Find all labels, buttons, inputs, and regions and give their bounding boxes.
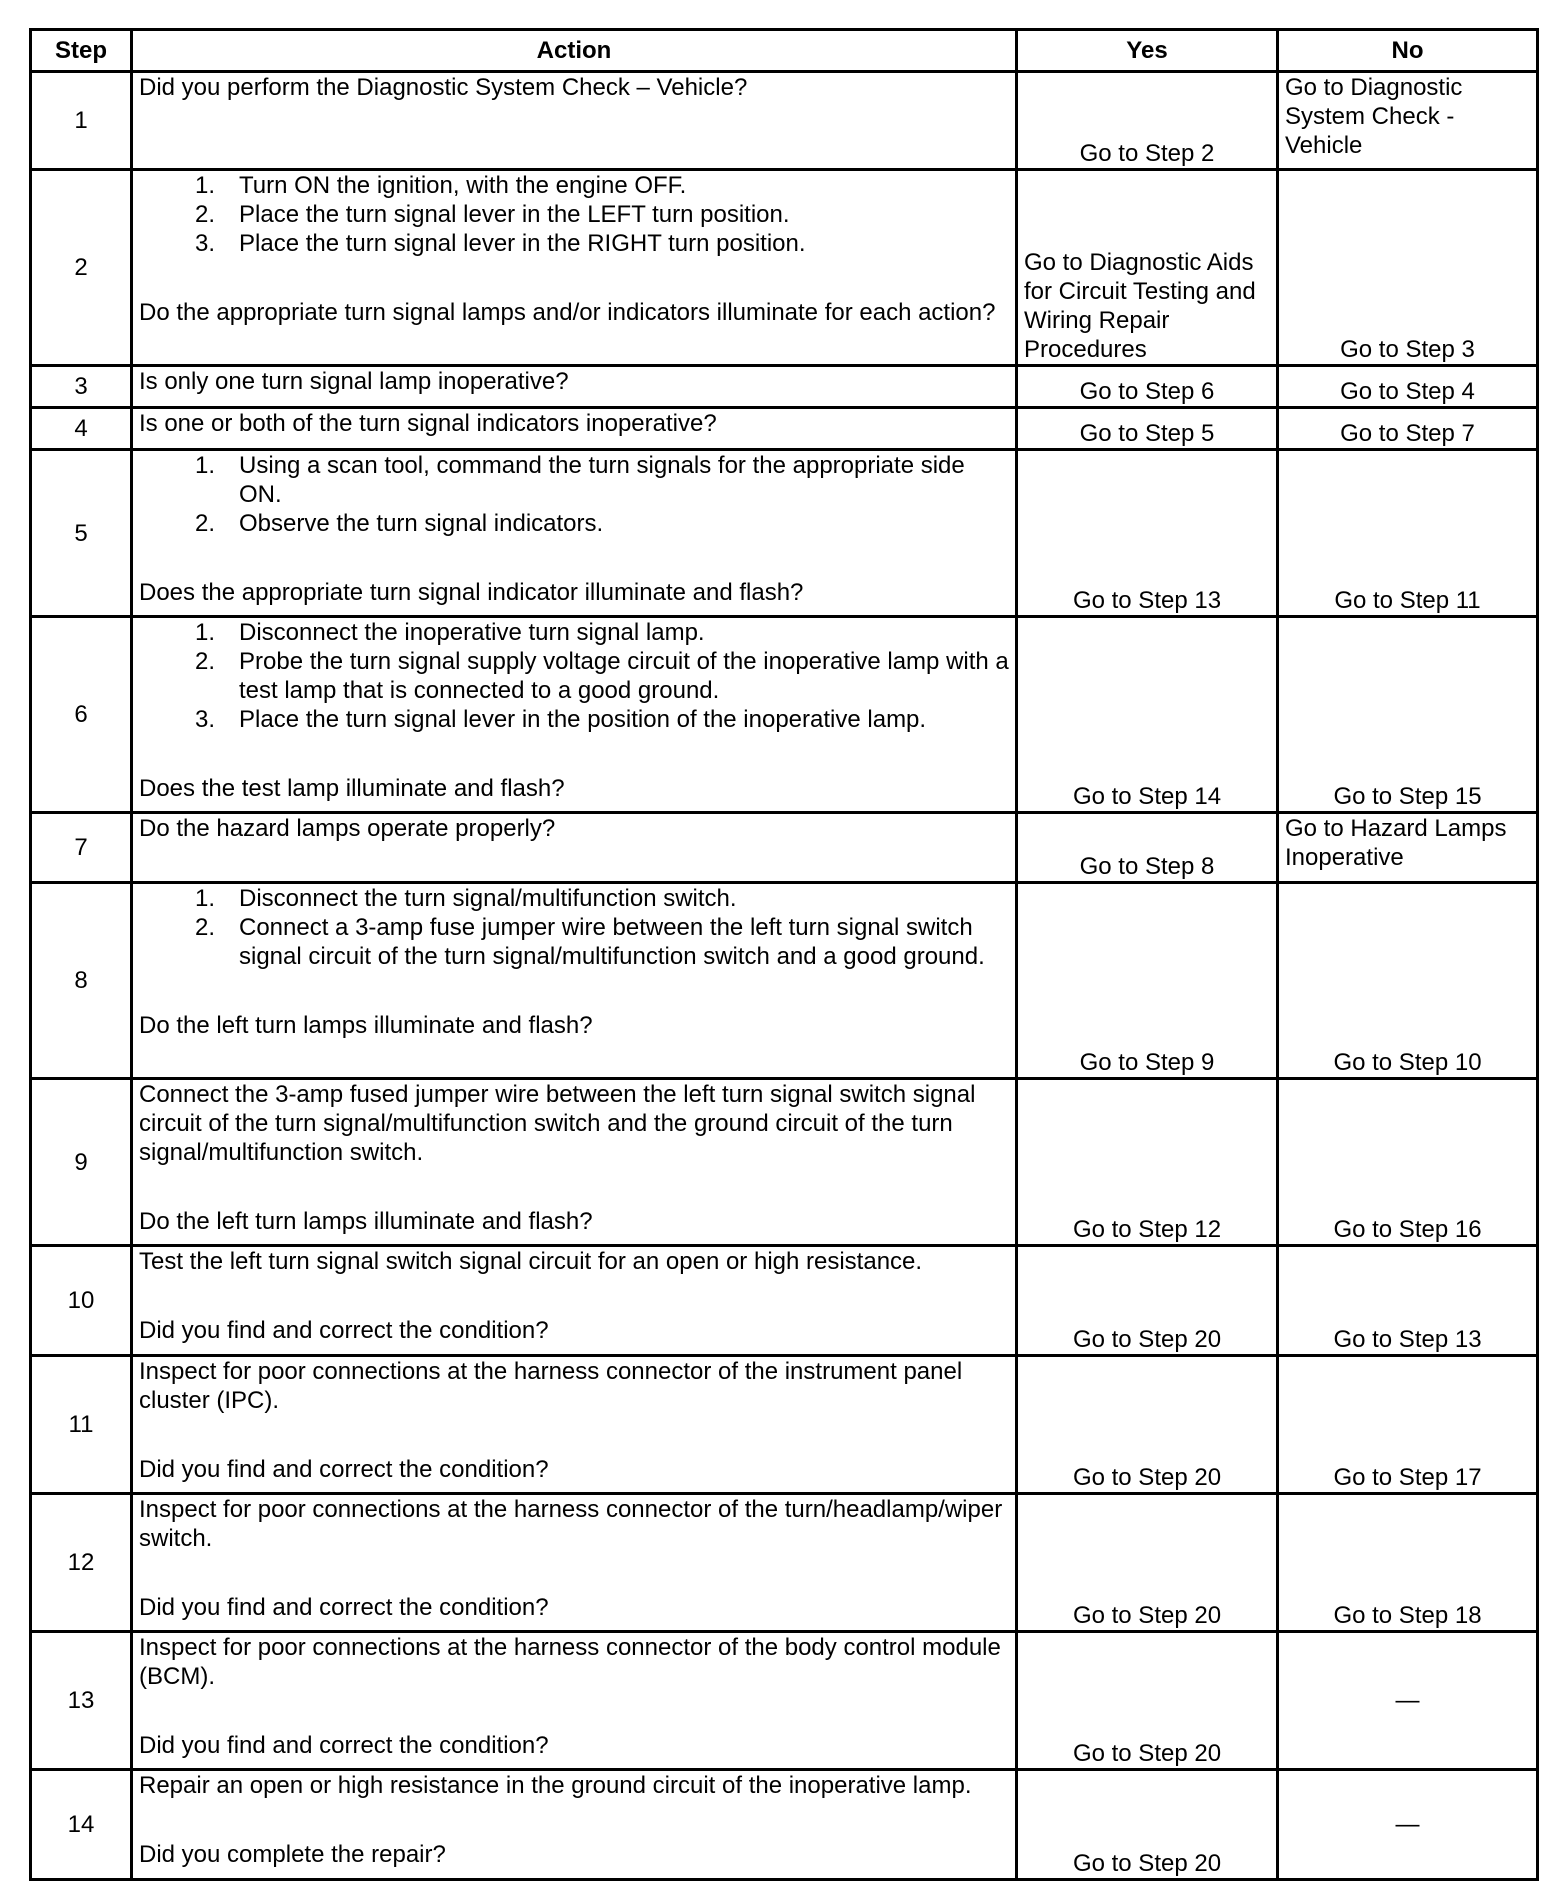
step-number: 6 bbox=[31, 617, 132, 813]
header-yes: Yes bbox=[1017, 30, 1278, 72]
table-row bbox=[31, 1770, 1538, 1880]
list-item: 3. Place the turn signal lever in the RIGHT turn position. bbox=[194, 230, 806, 257]
list-item: 1. Disconnect the turn signal/multifunction switch. bbox=[194, 885, 737, 912]
table-row bbox=[31, 366, 1538, 408]
question-text: Does the test lamp illuminate and flash? bbox=[139, 775, 565, 802]
table-row bbox=[31, 408, 1538, 450]
action-cell: Is only one turn signal lamp inoperative? bbox=[132, 366, 1017, 408]
yes-cell: Go to Step 20 bbox=[1017, 1632, 1278, 1770]
no-cell: — bbox=[1278, 1632, 1538, 1770]
instruction-text: Inspect for poor connections at the harness connector of the instrument panel cluster (IPC). bbox=[139, 1358, 963, 1414]
table-row bbox=[31, 170, 1538, 366]
action-cell bbox=[132, 1494, 1017, 1632]
yes-cell: Go to Diagnostic Aids for Circuit Testing and Wiring Repair Procedures bbox=[1017, 170, 1278, 366]
table-row bbox=[31, 72, 1538, 170]
no-cell: Go to Step 4 bbox=[1278, 366, 1538, 408]
action-cell bbox=[132, 1770, 1017, 1880]
yes-cell: Go to Step 5 bbox=[1017, 408, 1278, 450]
question-text: Did you find and correct the condition? bbox=[139, 1317, 549, 1344]
action-cell: Is one or both of the turn signal indicators inoperative? bbox=[132, 408, 1017, 450]
table-row bbox=[31, 1246, 1538, 1356]
header-row bbox=[31, 30, 1538, 72]
question-text: Did you find and correct the condition? bbox=[139, 1456, 549, 1483]
question-text: Did you find and correct the condition? bbox=[139, 1594, 549, 1621]
question-text: Did you find and correct the condition? bbox=[139, 1732, 549, 1759]
yes-cell: Go to Step 20 bbox=[1017, 1356, 1278, 1494]
table-row bbox=[31, 1632, 1538, 1770]
instruction-text: Test the left turn signal switch signal circuit for an open or high resistance. bbox=[139, 1248, 923, 1275]
yes-cell: Go to Step 6 bbox=[1017, 366, 1278, 408]
list-item: 2. Place the turn signal lever in the LEFT turn position. bbox=[194, 201, 790, 228]
procedure-list bbox=[139, 884, 1009, 971]
table-row bbox=[31, 1356, 1538, 1494]
no-cell: Go to Step 3 bbox=[1278, 170, 1538, 366]
question-text: Did you complete the repair? bbox=[139, 1841, 446, 1868]
step-number: 11 bbox=[31, 1356, 132, 1494]
no-cell: Go to Step 11 bbox=[1278, 450, 1538, 617]
question-text: Do the left turn lamps illuminate and flash? bbox=[139, 1208, 593, 1235]
table-row bbox=[31, 1494, 1538, 1632]
no-cell: Go to Diagnostic System Check - Vehicle bbox=[1278, 72, 1538, 170]
action-cell bbox=[132, 1356, 1017, 1494]
table-row bbox=[31, 1079, 1538, 1246]
no-cell: Go to Step 18 bbox=[1278, 1494, 1538, 1632]
question-text: Do the appropriate turn signal lamps and/or indicators illuminate for each action? bbox=[139, 299, 996, 326]
list-item: 1. Using a scan tool, command the turn signals for the appropriate side ON. bbox=[194, 452, 965, 508]
no-cell: Go to Step 17 bbox=[1278, 1356, 1538, 1494]
yes-cell: Go to Step 9 bbox=[1017, 883, 1278, 1079]
procedure-list bbox=[139, 618, 1009, 734]
procedure-list bbox=[139, 451, 1009, 538]
yes-cell: Go to Step 8 bbox=[1017, 813, 1278, 883]
table-row bbox=[31, 617, 1538, 813]
action-cell bbox=[132, 1079, 1017, 1246]
yes-cell: Go to Step 13 bbox=[1017, 450, 1278, 617]
no-cell: — bbox=[1278, 1770, 1538, 1880]
list-item: 1. Disconnect the inoperative turn signal lamp. bbox=[194, 619, 705, 646]
step-number: 13 bbox=[31, 1632, 132, 1770]
action-cell bbox=[132, 1632, 1017, 1770]
no-cell: Go to Hazard Lamps Inoperative bbox=[1278, 813, 1538, 883]
step-number: 4 bbox=[31, 408, 132, 450]
table-row bbox=[31, 813, 1538, 883]
step-number: 9 bbox=[31, 1079, 132, 1246]
step-number: 12 bbox=[31, 1494, 132, 1632]
step-number: 3 bbox=[31, 366, 132, 408]
no-cell: Go to Step 13 bbox=[1278, 1246, 1538, 1356]
step-number: 7 bbox=[31, 813, 132, 883]
action-cell bbox=[132, 170, 1017, 366]
step-number: 8 bbox=[31, 883, 132, 1079]
action-cell bbox=[132, 450, 1017, 617]
step-number: 5 bbox=[31, 450, 132, 617]
header-step: Step bbox=[31, 30, 132, 72]
yes-cell: Go to Step 20 bbox=[1017, 1246, 1278, 1356]
list-item: 2. Probe the turn signal supply voltage circuit of the inoperative lamp with a test lamp that is connected to a good ground. bbox=[194, 648, 1009, 704]
list-item: 3. Place the turn signal lever in the position of the inoperative lamp. bbox=[194, 706, 927, 733]
action-cell: Do the hazard lamps operate properly? bbox=[132, 813, 1017, 883]
procedure-list bbox=[139, 171, 1009, 258]
no-cell: Go to Step 16 bbox=[1278, 1079, 1538, 1246]
no-cell: Go to Step 10 bbox=[1278, 883, 1538, 1079]
action-cell bbox=[132, 1246, 1017, 1356]
question-text: Do the left turn lamps illuminate and flash? bbox=[139, 1012, 593, 1039]
action-cell bbox=[132, 883, 1017, 1079]
yes-cell: Go to Step 20 bbox=[1017, 1494, 1278, 1632]
yes-cell: Go to Step 14 bbox=[1017, 617, 1278, 813]
yes-cell: Go to Step 2 bbox=[1017, 72, 1278, 170]
instruction-text: Connect the 3-amp fused jumper wire between the left turn signal switch signal circuit of the turn signal/multifunction switch and the ground circuit of the turn signal/multifunction switch. bbox=[139, 1081, 976, 1166]
action-cell: Did you perform the Diagnostic System Check – Vehicle? bbox=[132, 72, 1017, 170]
list-item: 2. Connect a 3-amp fuse jumper wire between the left turn signal switch signal circuit of the turn signal/multifunction switch and a good ground. bbox=[194, 914, 985, 970]
list-item: 2. Observe the turn signal indicators. bbox=[194, 510, 604, 537]
yes-cell: Go to Step 20 bbox=[1017, 1770, 1278, 1880]
step-number: 2 bbox=[31, 170, 132, 366]
no-cell: Go to Step 15 bbox=[1278, 617, 1538, 813]
step-number: 14 bbox=[31, 1770, 132, 1880]
instruction-text: Inspect for poor connections at the harness connector of the turn/headlamp/wiper switch. bbox=[139, 1496, 1003, 1552]
instruction-text: Repair an open or high resistance in the ground circuit of the inoperative lamp. bbox=[139, 1772, 972, 1799]
question-text: Does the appropriate turn signal indicator illuminate and flash? bbox=[139, 579, 804, 606]
header-no: No bbox=[1278, 30, 1538, 72]
table-row bbox=[31, 450, 1538, 617]
no-cell: Go to Step 7 bbox=[1278, 408, 1538, 450]
action-cell bbox=[132, 617, 1017, 813]
list-item: 1. Turn ON the ignition, with the engine OFF. bbox=[194, 172, 687, 199]
header-action: Action bbox=[132, 30, 1017, 72]
step-number: 10 bbox=[31, 1246, 132, 1356]
step-number: 1 bbox=[31, 72, 132, 170]
diagnostic-table bbox=[29, 28, 1539, 1881]
yes-cell: Go to Step 12 bbox=[1017, 1079, 1278, 1246]
table-row bbox=[31, 883, 1538, 1079]
instruction-text: Inspect for poor connections at the harness connector of the body control module (BCM). bbox=[139, 1634, 1001, 1690]
